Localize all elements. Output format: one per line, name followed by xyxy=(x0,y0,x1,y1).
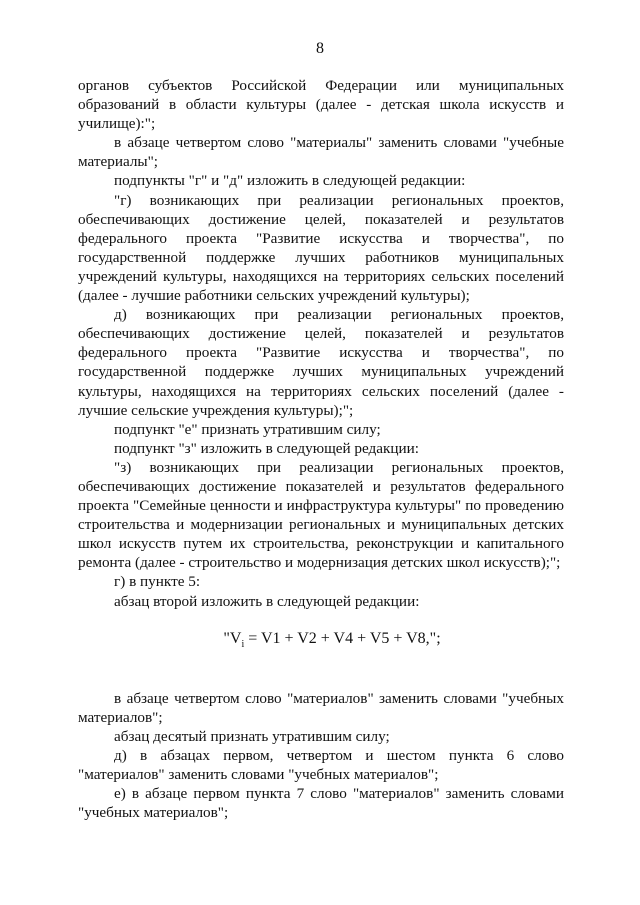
paragraph-subitem-e-void: подпункт "е" признать утратившим силу; xyxy=(114,420,381,438)
paragraph-subitem-z-intro: подпункт "з" изложить в следующей редакции: xyxy=(114,439,420,457)
paragraph-subitems-g-d: подпункты "г" и "д" изложить в следующей редакции: xyxy=(114,172,466,190)
paragraph-tenth-abzac: абзац десятый признать утратившим силу; xyxy=(114,728,390,746)
page-number: 8 xyxy=(316,40,324,57)
formula xyxy=(78,629,564,654)
paragraph-item-5: г) в пункте 5: xyxy=(114,573,201,591)
paragraph-subitem-g: "г) возникающих при реализации региональных проектов, обеспечивающих достижение целей, показателей и результатов федерального проекта "Развитие искусства и творчества", по государственной поддержке лучших работников муниципальных учреждений культуры, находящихся на территориях сельских поселений (далее - лучшие работники сельских учреждений культуры); xyxy=(78,191,564,305)
paragraph-second-abzac: абзац второй изложить в следующей редакции: xyxy=(114,592,420,610)
paragraph-item-7: е) в абзаце первом пункта 7 слово "материалов" заменить словами "учебных материалов"; xyxy=(78,785,564,822)
paragraph-item-6: д) в абзацах первом, четвертом и шестом пункта 6 слово "материалов" заменить словами "учебных материалов"; xyxy=(78,747,564,784)
formula-open: "V xyxy=(223,629,242,647)
paragraph-continuation: органов субъектов Российской Федерации или муниципальных образований в области культуры (далее - детская школа искусств и училище):"; xyxy=(78,77,564,133)
document-body xyxy=(78,76,564,823)
paragraph-amend-paragraph-four: в абзаце четвертом слово "материалы" заменить словами "учебные материалы"; xyxy=(78,134,564,171)
paragraph-fourth-abzac: в абзаце четвертом слово "материалов" заменить словами "учебных материалов"; xyxy=(78,689,564,726)
formula-subscript: i xyxy=(241,638,245,650)
formula-rest: = V1 + V2 + V4 + V5 + V8,"; xyxy=(244,629,441,647)
paragraph-subitem-z: "з) возникающих при реализации региональных проектов, обеспечивающих достижение показателей и результатов федерального проекта "Семейные ценности и инфраструктура культуры" по проведению строительства и модернизации региональных и муниципальных детских школ искусств путем их строительства, реконструкции и капитального ремонта (далее - строительство и модернизация детских школ искусств);"; xyxy=(78,458,564,572)
paragraph-subitem-d: д) возникающих при реализации региональных проектов, обеспечивающих достижение целей, показателей и результатов федерального проекта "Развитие искусства и творчества", по государственной поддержке лучших муниципальных учреждений культуры, находящихся на территориях сельских поселений (далее - лучшие сельские учреждения культуры);"; xyxy=(78,306,564,419)
